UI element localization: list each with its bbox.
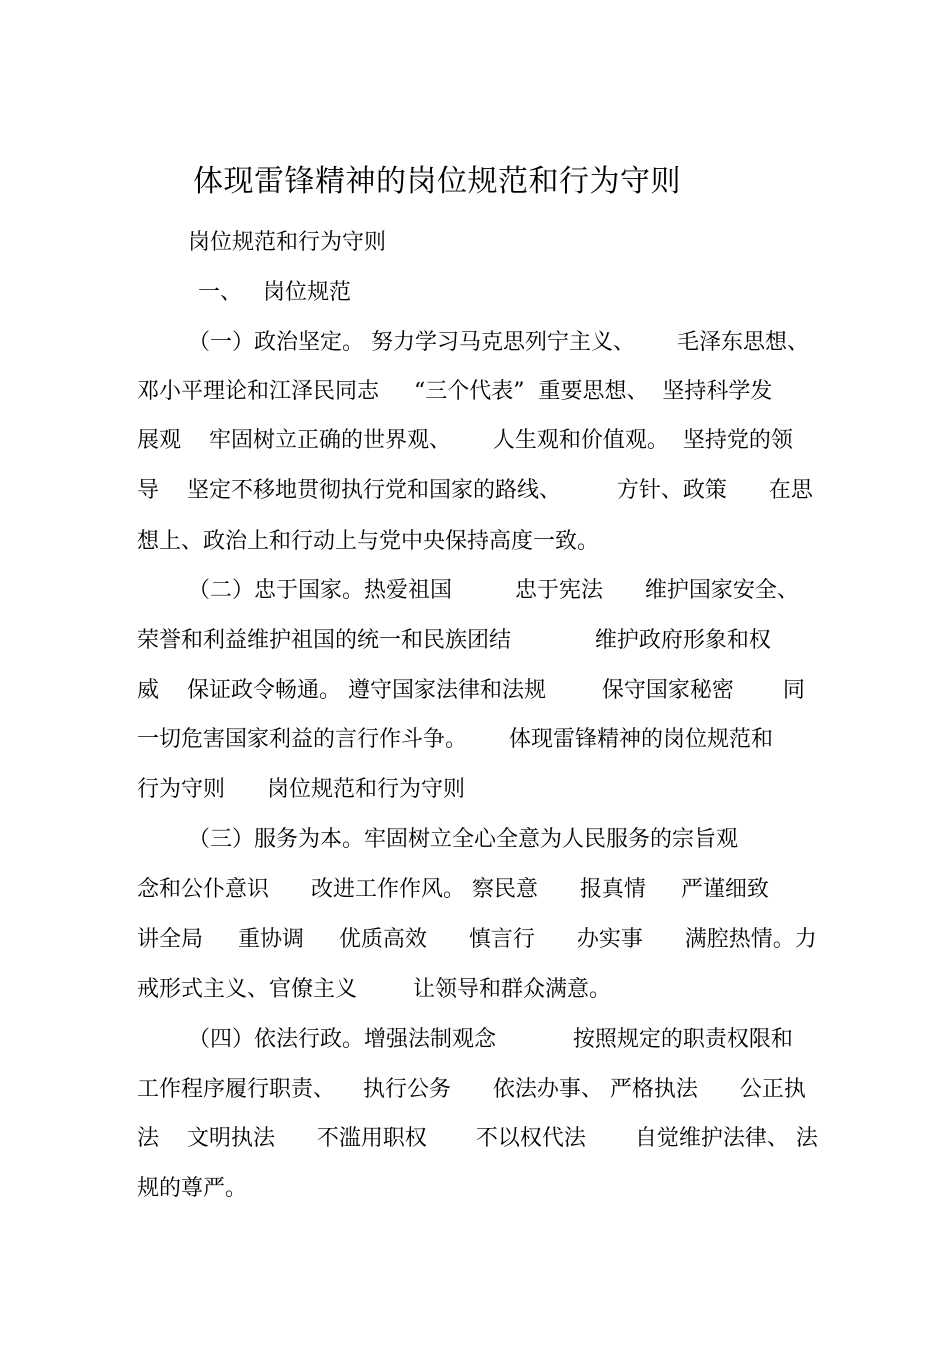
paragraph-1-line-4: 导 坚定不移地贯彻执行党和国家的路线、 方针、政策 在思: [137, 478, 813, 503]
paragraph-1-line-2: 邓小平理论和江泽民同志 “三个代表” 重要思想、 坚持科学发: [137, 379, 773, 404]
paragraph-2-line-5: 行为守则 岗位规范和行为守则: [137, 777, 465, 802]
paragraph-2-line-4: 一切危害国家利益的言行作斗争。 体现雷锋精神的岗位规范和: [137, 727, 773, 752]
document-title: 体现雷锋精神的岗位规范和行为守则: [193, 164, 681, 199]
paragraph-3-line-4: 戒形式主义、官僚主义 让领导和群众满意。: [137, 977, 611, 1002]
paragraph-2-line-3: 威 保证政令畅通。 遵守国家法律和法规 保守国家秘密 同: [137, 678, 805, 703]
paragraph-4-line-4: 规的尊严。: [137, 1176, 248, 1201]
paragraph-4-line-2: 工作程序履行职责、 执行公务 依法办事、 严格执法 公正执: [137, 1077, 806, 1102]
paragraph-4-line-1: （四）依法行政。增强法制观念 按照规定的职责权限和: [188, 1027, 793, 1052]
paragraph-3-line-1: （三）服务为本。牢固树立全心全意为人民服务的宗旨观: [188, 827, 739, 852]
paragraph-1-line-1: （一）政治坚定。 努力学习马克思列宁主义、 毛泽东思想、: [188, 330, 809, 355]
paragraph-2-line-2: 荣誉和利益维护祖国的统一和民族团结 维护政府形象和权: [137, 628, 771, 653]
document-subtitle: 岗位规范和行为守则: [188, 230, 387, 255]
paragraph-3-line-3: 讲全局 重协调 优质高效 慎言行 办实事 满腔热情。力: [137, 927, 817, 952]
paragraph-4-line-3: 法 文明执法 不滥用职权 不以权代法 自觉维护法律、 法: [137, 1126, 818, 1151]
paragraph-1-line-3: 展观 牢固树立正确的世界观、 人生观和价值观。 坚持党的领: [137, 428, 793, 453]
section-heading: 一、 岗位规范: [198, 280, 351, 305]
paragraph-1-line-5: 想上、政治上和行动上与党中央保持高度一致。: [137, 529, 600, 554]
paragraph-2-line-1: （二）忠于国家。热爱祖国 忠于宪法 维护国家安全、: [188, 578, 799, 603]
paragraph-3-line-2: 念和公仆意识 改进工作作风。 察民意 报真情 严谨细致: [137, 877, 769, 902]
